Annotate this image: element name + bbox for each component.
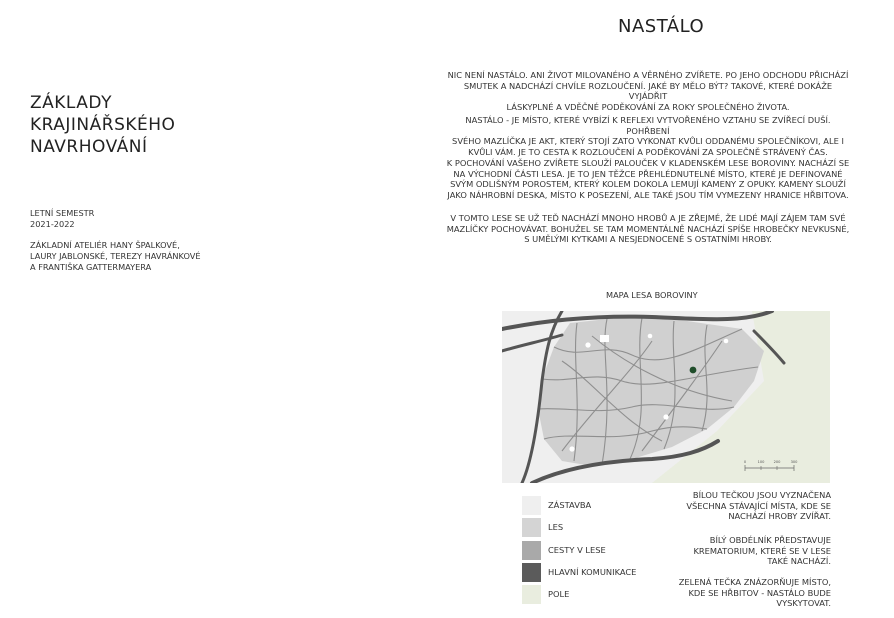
scale-label: 300 bbox=[790, 460, 798, 464]
scale-label: 200 bbox=[773, 460, 781, 464]
scale-label: 0 bbox=[743, 460, 747, 464]
map-grave-marker bbox=[663, 414, 668, 419]
note-line: KREMATORIUM, KTERÉ SE V LESE bbox=[693, 545, 831, 556]
semester-info bbox=[30, 208, 94, 230]
studio-line: ZÁKLADNÍ ATELIÉR HANY ŠPALKOVÉ, bbox=[30, 240, 180, 250]
paragraph-line: SVÉHO MAZLÍČKA JE AKT, KTERÝ STOJÍ ZATO VYKONAT KVŮLI ODDANÉMU SPOLEČNÍKOVI, ALE I bbox=[452, 136, 844, 147]
semester-label: LETNÍ SEMESTR bbox=[30, 208, 95, 218]
note-white-dots bbox=[631, 490, 831, 522]
cover-title-line: KRAJINÁŘSKÉHO bbox=[30, 115, 176, 135]
paragraph-line: MAZLÍČKY POCHOVÁVAT. BOHUŽEL SE TAM MOMENTÁLNĚ NACHÁZÍ SPÍŠE HROBEČKY NEVKUSNÉ, bbox=[446, 223, 850, 234]
note-line: VYSKYTOVAT. bbox=[776, 598, 831, 609]
legend-label: ZÁSTAVBA bbox=[548, 500, 592, 510]
legend-swatch bbox=[522, 585, 541, 604]
paragraph-line: LÁSKYPLNÉ A VDĚČNÉ PODĚKOVÁNÍ ZA ROKY SPOLEČNÉHO ŽIVOTA. bbox=[506, 101, 790, 112]
paragraph-line: KVŮLI VÁM. JE TO CESTA K ROZLOUČENÍ A PODĚKOVÁNÍ ZA SPOLEČNĚ STRÁVENÝ ČAS. bbox=[468, 146, 828, 157]
paragraph-line: K POCHOVÁNÍ VAŠEHO ZVÍŘETE SLOUŽÍ PALOUČEK V KLADENSKÉM LESE BOROVINY. NACHÁZÍ SE bbox=[446, 158, 850, 168]
paragraph-line: JAKO NÁHROBNÍ DESKA, MÍSTO K POSEZENÍ, ALE TAKÉ JSOU TÍM VYMEZENY HRANICE HŘBITOVA. bbox=[447, 189, 849, 200]
note-green-dot bbox=[631, 577, 831, 609]
studio-line: A FRANTIŠKA GATTERMAYERA bbox=[30, 262, 152, 272]
paragraph-line: SVÝM ODLIŠNÝM POROSTEM, KTERÝ KOLEM DOKOLA LEMUJÍ KAMENY Z OPUKY. KAMENY SLOUŽÍ bbox=[450, 179, 846, 190]
legend-swatch bbox=[522, 518, 541, 537]
map-grave-marker bbox=[569, 446, 574, 451]
scale-label: 100 bbox=[757, 460, 765, 464]
paragraph-current-state bbox=[446, 213, 850, 245]
paragraph-location bbox=[446, 158, 850, 200]
semester-year: 2021-2022 bbox=[30, 219, 75, 229]
page-title: NASTÁLO bbox=[618, 16, 705, 37]
legend-swatch bbox=[522, 496, 541, 515]
legend-swatch bbox=[522, 541, 541, 560]
cover-title bbox=[30, 92, 175, 158]
note-line: KDE SE HŘBITOV - NASTÁLO BUDE bbox=[688, 587, 831, 598]
paragraph-line: SMUTEK A NADCHÁZÍ CHVÍLE ROZLOUČENÍ. JAKÉ BY MĚLO BÝT? TAKOVÉ, KTERÉ DOKÁŽE VYJÁDŘIT bbox=[463, 80, 833, 102]
paragraph-line: NIC NENÍ NASTÁLO. ANI ŽIVOT MILOVANÉHO A VĚRNÉHO ZVÍŘETE. PO JEHO ODCHODU PŘICHÁZÍ bbox=[447, 70, 849, 80]
paragraph-line: NA VÝCHODNÍ ČÁSTI LESA. JE TO JEN TĚŽCE PŘEHLÉDNUTELNÉ MÍSTO, KTERÉ JE DEFINOVANÉ bbox=[453, 168, 843, 179]
note-line: VŠECHNA STÁVAJÍCÍ MÍSTA, KDE SE bbox=[686, 500, 831, 511]
paragraph-line: NASTÁLO - JE MÍSTO, KTERÉ VYBÍZÍ K REFLEXI VYTVOŘENÉHO VZTAHU SE ZVÍŘECÍ DUŠÍ. POHŘBENÍ bbox=[465, 115, 831, 136]
map-grave-marker bbox=[724, 339, 729, 344]
note-white-rectangle bbox=[631, 535, 831, 567]
legend-label: HLAVNÍ KOMUNIKACE bbox=[548, 567, 637, 577]
legend-label: POLE bbox=[548, 589, 570, 599]
note-line: ZELENÁ TEČKA ZNÁZORŇUJE MÍSTO, bbox=[678, 577, 831, 587]
legend-swatch bbox=[522, 563, 541, 582]
legend-label: LES bbox=[548, 522, 564, 532]
forest-map bbox=[502, 311, 830, 483]
note-line: NACHÁZÍ HROBY ZVÍŘAT. bbox=[728, 511, 831, 522]
cover-title-line: NAVRHOVÁNÍ bbox=[30, 137, 148, 157]
note-line: BÍLOU TEČKOU JSOU VYZNAČENA bbox=[692, 490, 831, 500]
paragraph-line: V TOMTO LESE SE UŽ TEĎ NACHÁZÍ MNOHO HROBŮ A JE ZŘEJMÉ, ŽE LIDÉ MAJÍ ZÁJEM TAM SVÉ bbox=[450, 213, 846, 223]
map-grave-marker bbox=[585, 342, 590, 347]
paragraph-concept bbox=[446, 115, 850, 157]
map-grave-marker bbox=[648, 334, 653, 339]
map-new-cemetery-marker bbox=[690, 367, 697, 374]
legend-label: CESTY V LESE bbox=[548, 545, 606, 555]
studio-info bbox=[30, 240, 201, 273]
map-caption: MAPA LESA BOROVINY bbox=[606, 290, 698, 300]
map-crematorium-marker bbox=[600, 335, 609, 342]
paragraph-line: S UMĚLÝMI KYTKAMI A NESJEDNOCENÉ S OSTATNÍMI HROBY. bbox=[524, 234, 772, 245]
note-line: TAKÉ NACHÁZÍ. bbox=[767, 556, 831, 567]
note-line: BÍLÝ OBDÉLNÍK PŘEDSTAVUJE bbox=[709, 535, 831, 545]
studio-line: LAURY JABLONSKÉ, TEREZY HAVRÁNKOVÉ bbox=[30, 251, 201, 261]
cover-title-line: ZÁKLADY bbox=[30, 93, 112, 113]
paragraph-intro bbox=[446, 70, 850, 112]
